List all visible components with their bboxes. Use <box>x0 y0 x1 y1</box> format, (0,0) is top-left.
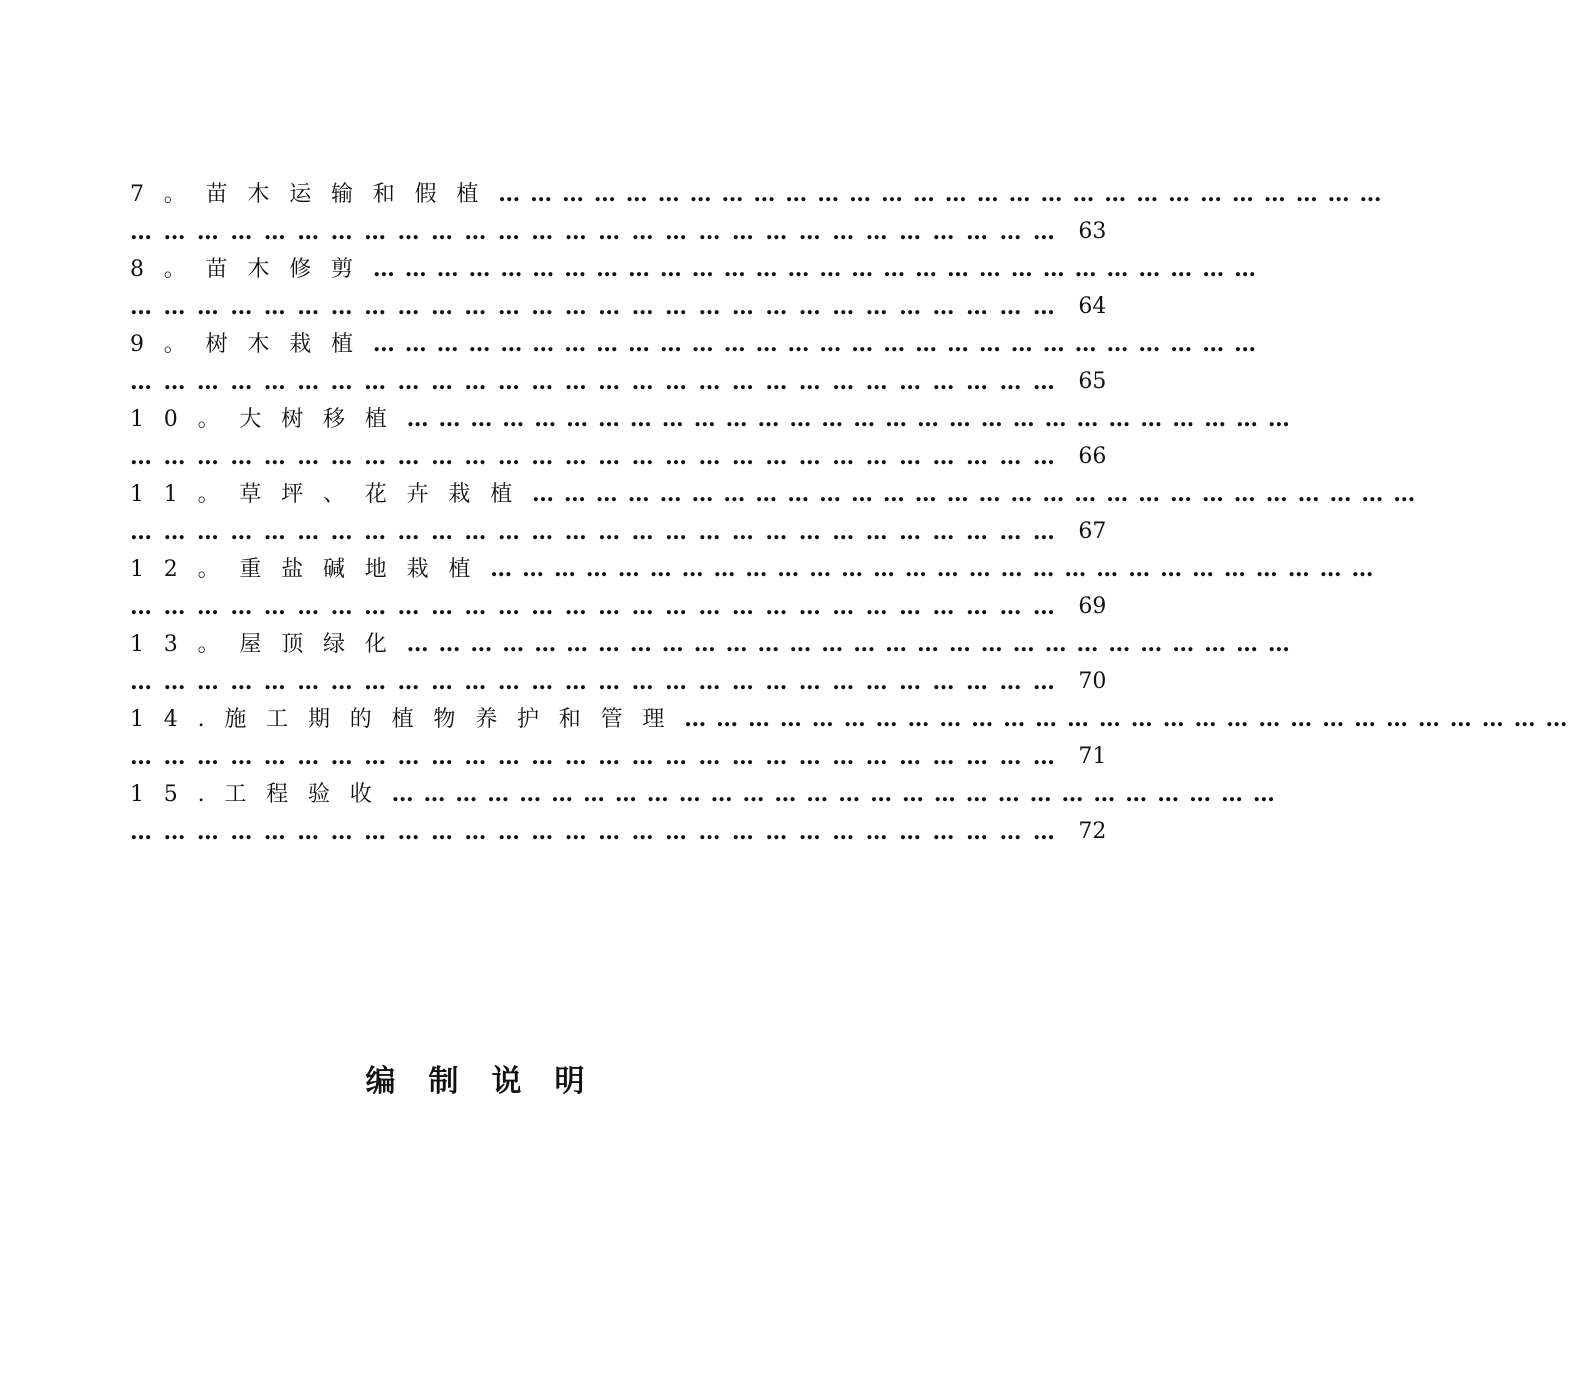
toc-leader-dots: ………………………………………………………………………… <box>130 369 1067 395</box>
toc-page-number: 67 <box>1078 519 1107 544</box>
section-heading: 编制说明 <box>365 1064 618 1099</box>
toc-page-number: 71 <box>1078 744 1107 769</box>
toc-entry[interactable] <box>130 401 1300 476</box>
toc-leader-dots: ………………………………………………………………………… <box>490 556 1384 582</box>
toc-page-number: 70 <box>1078 669 1107 694</box>
toc-entry-title: 13。屋顶绿化 <box>130 632 407 657</box>
toc-page-number: 64 <box>1078 294 1107 319</box>
toc-entry[interactable] <box>130 776 1285 851</box>
toc-entry-title: 9。树木栽植 <box>130 332 373 357</box>
toc-entry[interactable] <box>130 476 1426 551</box>
toc-entry-title: 15.工程验收 <box>130 782 392 807</box>
toc-entry[interactable] <box>130 251 1267 326</box>
toc-entry[interactable] <box>130 551 1384 626</box>
toc-leader-dots: ………………………………………………………………………… <box>130 219 1067 245</box>
toc-entry-title: 7。苗木运输和假植 <box>130 182 499 207</box>
toc-leader-dots: ………………………………………………………………………… <box>130 819 1067 845</box>
toc-leader-dots: ………………………………………………………………………… <box>130 444 1067 470</box>
toc-page-number: 65 <box>1078 369 1107 394</box>
toc-entry[interactable] <box>130 176 1392 251</box>
toc-page-number: 63 <box>1078 219 1107 244</box>
toc-leader-dots: ………………………………………………………………………… <box>391 781 1285 807</box>
toc-leader-dots: ………………………………………………………………………… <box>372 331 1267 357</box>
toc-leader-dots: ………………………………………………………………………… <box>406 631 1300 657</box>
toc-entry-title: 10。大树移植 <box>130 407 407 432</box>
toc-leader-dots: ………………………………………………………………………… <box>130 294 1067 320</box>
toc-entry[interactable] <box>130 326 1267 401</box>
toc-entry-title: 11。草坪、花卉栽植 <box>130 482 532 507</box>
toc-leader-dots: ………………………………………………………………………… <box>406 406 1300 432</box>
toc-leader-dots: ………………………………………………………………………… <box>372 256 1267 282</box>
toc-leader-dots: ………………………………………………………………………… <box>498 181 1392 207</box>
toc-entry-title: 12。重盐碱地栽植 <box>130 557 491 582</box>
toc-page-number: 72 <box>1078 819 1107 844</box>
toc-leader-dots: ………………………………………………………………………… <box>130 594 1067 620</box>
toc-page-number: 66 <box>1078 444 1107 469</box>
toc-entry[interactable] <box>130 626 1300 701</box>
toc-page-number: 69 <box>1078 594 1107 619</box>
toc-leader-dots: ………………………………………………………………………… <box>532 481 1426 507</box>
toc-leader-dots: ………………………………………………………………………… <box>130 669 1067 695</box>
toc-entry[interactable] <box>130 701 1577 776</box>
toc-entry-title: 8。苗木修剪 <box>130 257 373 282</box>
toc-leader-dots: ………………………………………………………………………… <box>130 744 1067 770</box>
toc-entry-title: 14.施工期的植物养护和管理 <box>130 707 685 732</box>
table-of-contents <box>130 176 1577 851</box>
toc-leader-dots: ………………………………………………………………………… <box>684 706 1577 732</box>
toc-leader-dots: ………………………………………………………………………… <box>130 519 1067 545</box>
